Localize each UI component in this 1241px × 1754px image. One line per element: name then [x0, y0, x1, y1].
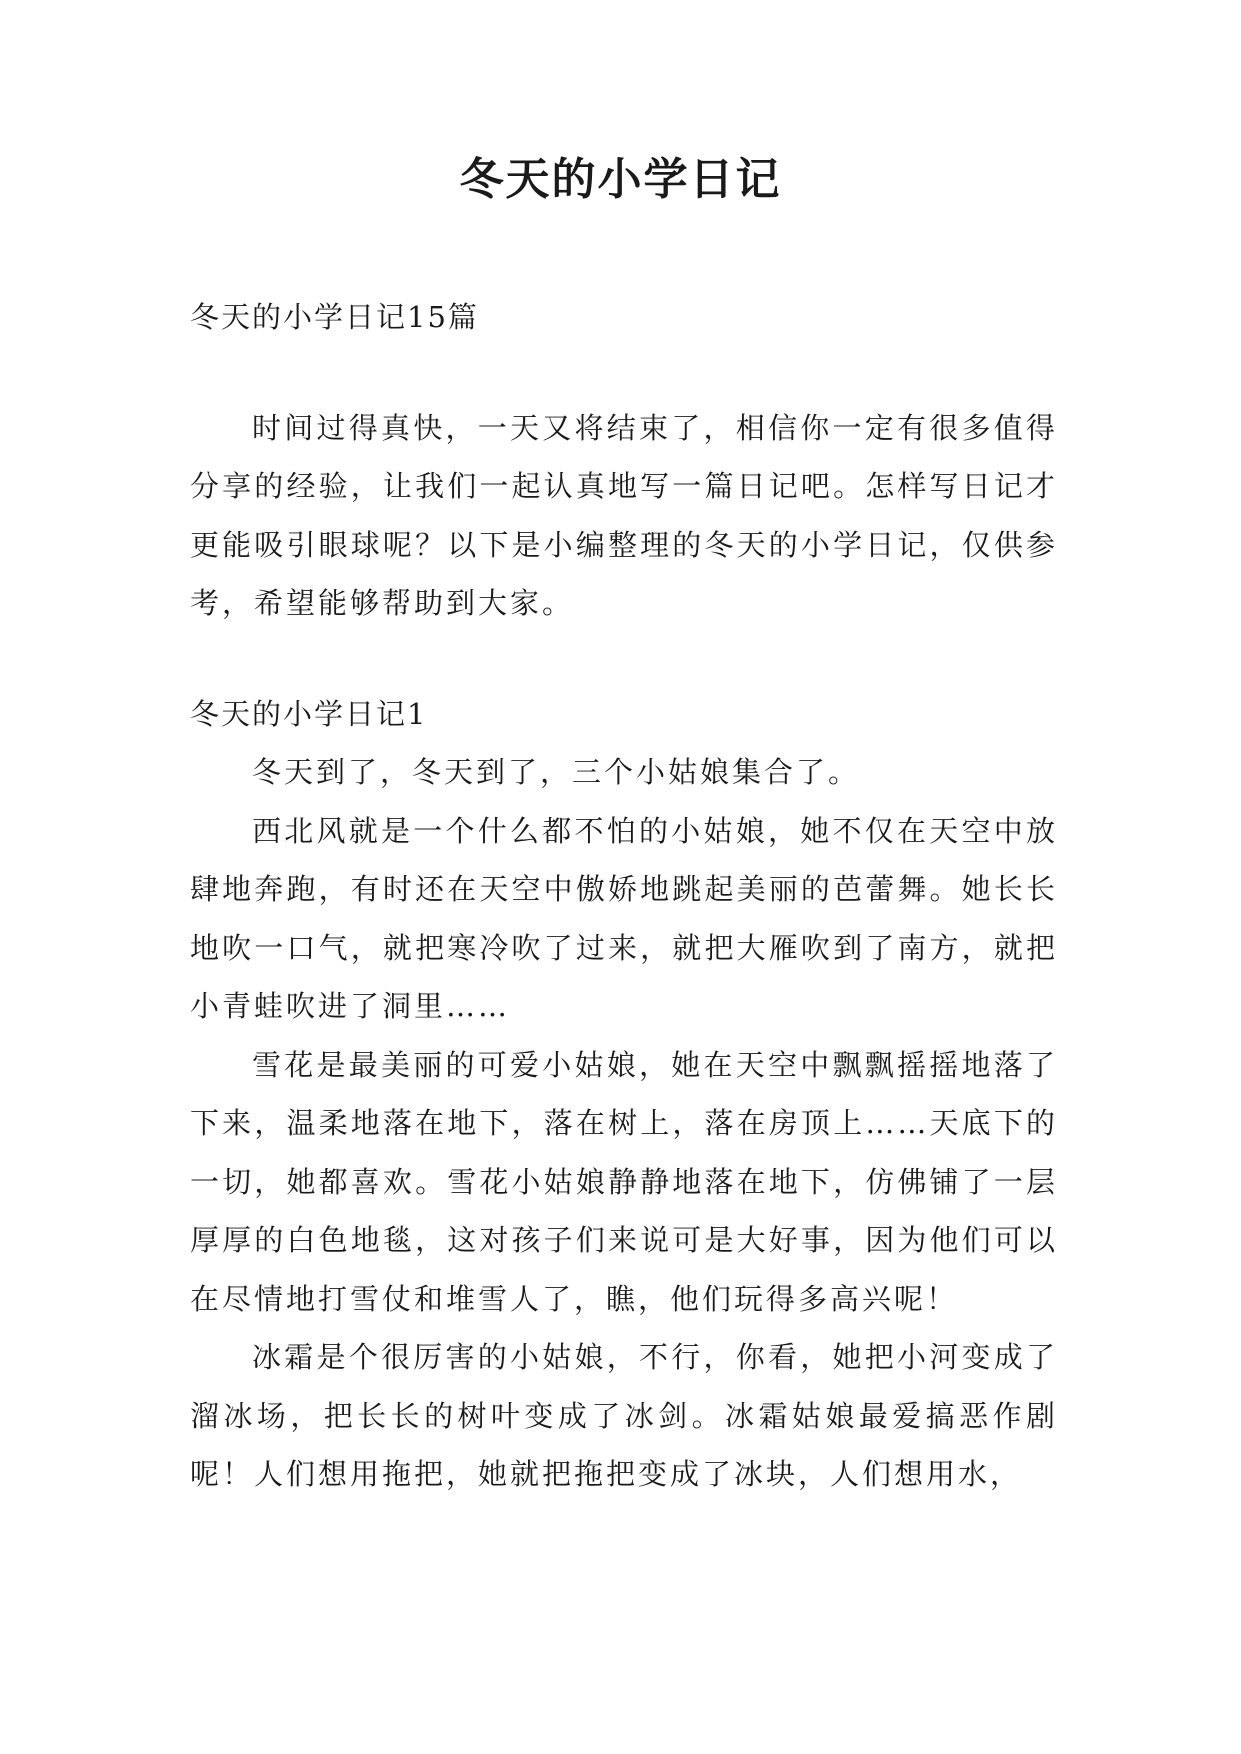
body-paragraph: 西北风就是一个什么都不怕的小姑娘，她不仅在天空中放肆地奔跑，有时还在天空中傲娇地跳起美丽的芭蕾舞。她长长地吹一口气，就把寒冷吹了过来，就把大雁吹到了南方，就把小青蛙吹进了洞里…… [190, 813, 1058, 1023]
intro-paragraph: 时间过得真快，一天又将结束了，相信你一定有很多值得分享的经验，让我们一起认真地写一篇日记吧。怎样写日记才更能吸引眼球呢？以下是小编整理的冬天的小学日记，仅供参考，希望能够帮助到大家。 [190, 410, 1058, 620]
body-paragraph: 冰霜是个很厉害的小姑娘，不行，你看，她把小河变成了溜冰场，把长长的树叶变成了冰剑。冰霜姑娘最爱搞恶作剧呢！人们想用拖把，她就把拖把变成了冰块，人们想用水， [190, 1340, 1058, 1491]
body-paragraph: 雪花是最美丽的可爱小姑娘，她在天空中飘飘摇摇地落了下来，温柔地落在地下，落在树上，落在房顶上……天底下的一切，她都喜欢。雪花小姑娘静静地落在地下，仿佛铺了一层厚厚的白色地毯，这对孩子们来说可是大好事，因为他们可以在尽情地打雪仗和堆雪人了，瞧，他们玩得多高兴呢！ [190, 1047, 1058, 1316]
document-subtitle: 冬天的小学日记15篇 [190, 300, 479, 334]
section-heading: 冬天的小学日记1 [190, 696, 428, 731]
document-body [190, 288, 1058, 1504]
body-paragraph: 冬天到了，冬天到了，三个小姑娘集合了。 [252, 755, 861, 789]
document-title: 冬天的小学日记 [459, 154, 782, 205]
